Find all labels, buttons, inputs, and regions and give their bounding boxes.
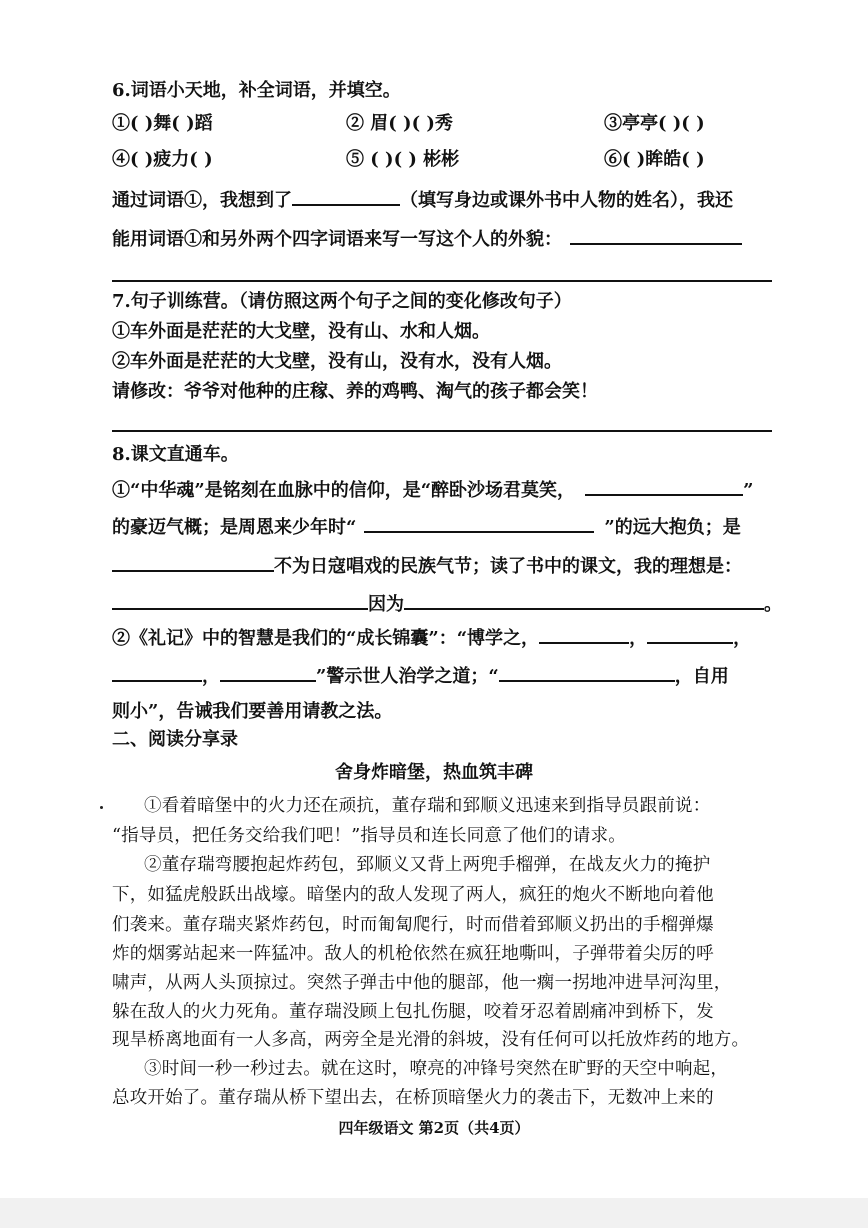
q8-line-3 bbox=[112, 552, 742, 579]
q6-title: 6.词语小天地，补全词语，并填空。 bbox=[112, 80, 401, 101]
reading-line-6: 炸的烟雾站起来一阵猛冲。敌人的机枪依然在疯狂地嘶叫，子弹带着尖厉的呼 bbox=[112, 944, 714, 964]
q8-ideal-blank[interactable] bbox=[112, 590, 368, 610]
q8-line-4 bbox=[112, 590, 782, 617]
q8-line-5-text-a: ②《礼记》中的智慧是我们的“成长锦囊”：“博学之， bbox=[112, 628, 540, 649]
q7-sentence-2: ②车外面是茫茫的大戈壁，没有山，没有水，没有人烟。 bbox=[112, 351, 562, 372]
reading-line-8: 躲在敌人的火力死角。董存瑞没顾上包扎伤腿，咬着牙忍着剧痛冲到桥下，发 bbox=[112, 1002, 714, 1022]
q8-line-5 bbox=[112, 624, 751, 651]
q6-item-1: ①( )舞( )蹈 bbox=[112, 113, 213, 134]
reading-line-5: 们袭来。董存瑞夹紧炸药包，时而匍匐爬行，时而借着郅顺义扔出的手榴弹爆 bbox=[112, 915, 714, 935]
reading-line-3: ②董存瑞弯腰抱起炸药包，郅顺义又背上两兜手榴弹，在战友火力的掩护 bbox=[144, 855, 711, 875]
section-2-title: 二、阅读分享录 bbox=[112, 729, 238, 750]
q8-line-2 bbox=[112, 513, 741, 540]
q6-line-3-text-a: 通过词语①，我想到了 bbox=[112, 190, 292, 211]
q6-item-4: ④( )疲力( ) bbox=[112, 149, 213, 170]
q8-proverb-blank[interactable] bbox=[499, 662, 675, 682]
page-footer: 四年级语文 第2页（共4页） bbox=[338, 1119, 530, 1137]
reading-line-10: ③时间一秒一秒过去。就在这时，嘹亮的冲锋号突然在旷野的天空中响起， bbox=[144, 1059, 729, 1079]
q6-line-3 bbox=[112, 186, 733, 213]
q6-line-4 bbox=[112, 225, 742, 252]
q8-line-6-text-c: ，自用 bbox=[674, 666, 729, 687]
q8-liji-blank-4[interactable] bbox=[220, 662, 316, 682]
stray-mark bbox=[100, 806, 103, 809]
q8-line-1-text-b: ” bbox=[743, 480, 754, 501]
reading-line-4: 下，如猛虎般跃出战壕。暗堡内的敌人发现了两人，疯狂的炮火不断地向着他 bbox=[112, 885, 714, 905]
q8-line-2-text-b: ”的远大抱负；是 bbox=[604, 517, 741, 538]
reading-line-7: 啸声，从两人头顶掠过。突然子弹击中他的腿部，他一瘸一拐地冲进旱河沟里， bbox=[112, 973, 732, 993]
q8-liji-blank-3[interactable] bbox=[112, 662, 202, 682]
q6-line-3-text-b: （填写身边或课外书中人物的姓名），我还 bbox=[400, 190, 733, 211]
q7-sentence-3: 请修改：爷爷对他种的庄稼、养的鸡鸭、淘气的孩子都会笑！ bbox=[112, 381, 598, 402]
q6-item-5: ⑤ ( )( ) 彬彬 bbox=[346, 149, 460, 170]
q6-name-blank[interactable] bbox=[292, 186, 400, 206]
reading-title: 舍身炸暗堡，热血筑丰碑 bbox=[335, 762, 533, 783]
q8-line-4-text-a: 因为 bbox=[368, 594, 404, 615]
q6-item-3: ③亭亭( )( ) bbox=[604, 113, 705, 134]
q8-line-6-text-b: ”警示世人治学之道；“ bbox=[316, 666, 499, 687]
q8-title: 8.课文直通车。 bbox=[112, 444, 239, 465]
reading-line-2: “指导员，把任务交给我们吧！”指导员和连长同意了他们的请求。 bbox=[112, 826, 626, 846]
q8-line-2-text-a: 的豪迈气概；是周恩来少年时“ bbox=[112, 517, 357, 538]
q7-answer-line[interactable] bbox=[112, 430, 772, 432]
q8-liji-blank-1[interactable] bbox=[539, 624, 629, 644]
q6-item-6: ⑥( )眸皓( ) bbox=[604, 149, 705, 170]
q8-zhou-blank[interactable] bbox=[364, 513, 594, 533]
q8-line-5-sep-2: ， bbox=[733, 628, 752, 649]
reading-line-11: 总攻开始了。董存瑞从桥下望出去，在桥顶暗堡火力的袭击下，无数冲上来的 bbox=[112, 1088, 714, 1108]
q8-reason-blank[interactable] bbox=[404, 590, 764, 610]
q8-line-6-text-a: ， bbox=[202, 666, 220, 687]
q6-item-2: ② 眉( )( )秀 bbox=[346, 113, 453, 134]
q8-line-7: 则小”，告诫我们要善用请教之法。 bbox=[112, 701, 393, 722]
q6-line-4-text: 能用词语①和另外两个四字词语来写一写这个人的外貌： bbox=[112, 229, 562, 250]
q6-appearance-blank[interactable] bbox=[570, 225, 742, 245]
reading-line-9: 现旱桥离地面有一人多高，两旁全是光滑的斜坡，没有任何可以托放炸药的地方。 bbox=[112, 1030, 750, 1050]
q8-line-6 bbox=[112, 662, 729, 689]
q8-poem-blank[interactable] bbox=[585, 476, 743, 496]
q8-line-5-sep-1: ， bbox=[629, 628, 648, 649]
q8-person-blank[interactable] bbox=[112, 552, 274, 572]
q7-title: 7.句子训练营。（请仿照这两个句子之间的变化修改句子） bbox=[112, 291, 572, 312]
scan-bottom-edge bbox=[0, 1198, 868, 1228]
q8-liji-blank-2[interactable] bbox=[647, 624, 733, 644]
reading-line-1: ①看着暗堡中的火力还在顽抗，董存瑞和郅顺义迅速来到指导员跟前说： bbox=[144, 796, 711, 816]
q8-line-3-text: 不为日寇唱戏的民族气节；读了书中的课文，我的理想是： bbox=[274, 556, 742, 577]
q8-line-1-text-a: ①“中华魂”是铭刻在血脉中的信仰，是“醉卧沙场君莫笑， bbox=[112, 480, 576, 501]
q8-line-1 bbox=[112, 476, 753, 503]
q7-sentence-1: ①车外面是茫茫的大戈壁，没有山、水和人烟。 bbox=[112, 321, 490, 342]
q8-line-4-text-b: 。 bbox=[764, 594, 782, 615]
q6-answer-line[interactable] bbox=[112, 280, 772, 282]
